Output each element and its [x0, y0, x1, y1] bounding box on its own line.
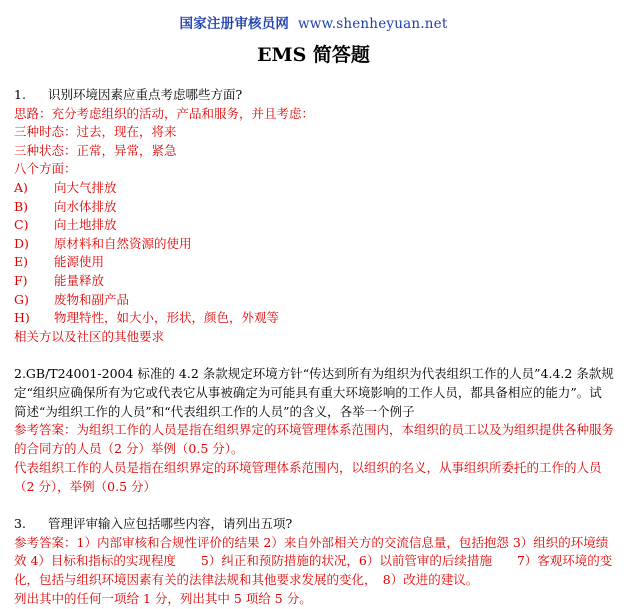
q1-closing: 相关方以及社区的其他要求	[14, 328, 165, 344]
aspect-text: 物理特性，如大小，形状，颜色，外观等	[54, 310, 280, 326]
aspect-letter: H)	[14, 310, 30, 326]
question-3-text: 管理评审输入应包括哪些内容，请列出五项?	[48, 516, 293, 532]
q3-scoring: 列出其中的任何一项给 1 分，列出其中 5 项给 5 分。	[14, 591, 312, 607]
aspect-text: 向水体排放	[54, 198, 117, 214]
q1-tenses: 三种时态：过去，现在，将来	[14, 124, 177, 140]
q2-answer-2: 代表组织工作的人员是指在组织界定的环境管理体系范围内，以组织的名义，从事组织所委托的工作的人员（2 分），举例（0.5 分）	[14, 459, 602, 494]
aspect-letter: G)	[14, 291, 29, 307]
aspect-item	[14, 198, 614, 217]
aspect-text: 能量释放	[54, 272, 105, 288]
document-title: EMS 简答题	[257, 44, 370, 66]
q3-answer: 参考答案：1）内部审核和合规性评价的结果 2）来自外部相关方的交流信息量，包括抱怨 3）组织的环境绩效 4）目标和指标的实现程度 5）纠正和预防措施的状况，6）以前管审的后续措施 7）客观环境的变化，包括与组织环境因素有关的法律法规和其他要求发展的变化， 8）改进的建议。	[14, 534, 613, 588]
q1-states: 三种状态：正常，异常，紧急	[14, 142, 177, 158]
aspect-letter: B)	[14, 198, 29, 214]
aspect-text: 原材料和自然资源的使用	[54, 235, 192, 251]
aspect-letter: E)	[14, 254, 29, 270]
aspect-text: 向土地排放	[54, 217, 117, 233]
spacer	[14, 346, 614, 365]
q1-aspects-title: 八个方面：	[14, 161, 77, 177]
aspect-item	[14, 253, 614, 272]
aspect-text: 能源使用	[54, 254, 105, 270]
aspect-text: 废物和副产品	[54, 291, 130, 307]
aspect-item	[14, 216, 614, 235]
aspect-letter: C)	[14, 217, 29, 233]
aspect-item	[14, 235, 614, 254]
site-name: 国家注册审核员网	[179, 16, 290, 32]
site-header	[0, 12, 627, 32]
question-1-text: 识别环境因素应重点考虑哪些方面?	[48, 87, 243, 102]
spacer	[14, 496, 614, 515]
aspect-item	[14, 272, 614, 291]
question-2-text: 2.GB/T24001-2004 标准的 4.2 条款规定环境方针“传达到所有为组织为代表组织工作的人员”4.4.2 条款规定“组织应确保所有为它或代表它从事被确定为可能具有重大环境影响的工作人员，都具备相应的能力”。试简述“为组织工作的人员”和“代表组织工作的人员”的含义，各举一个例子	[14, 365, 614, 419]
aspect-letter: D)	[14, 235, 29, 251]
aspect-item	[14, 179, 614, 198]
aspect-item	[14, 291, 614, 310]
q1-thinking: 思路：充分考虑组织的活动，产品和服务，并且考虑：	[14, 105, 315, 121]
question-1-number: 1.	[14, 87, 26, 102]
aspect-text: 向大气排放	[54, 179, 117, 195]
question-1	[14, 86, 614, 105]
question-3-number: 3.	[14, 516, 26, 532]
aspect-item	[14, 309, 614, 328]
question-3	[14, 515, 614, 534]
site-url[interactable]: www.shenheyuan.net	[298, 16, 448, 32]
document-body	[14, 86, 614, 609]
aspect-letter: F)	[14, 272, 28, 288]
aspect-letter: A)	[14, 179, 28, 195]
q2-answer-1: 参考答案：为组织工作的人员是指在组织界定的环境管理体系范围内，本组织的员工以及为组织提供各种服务的合同方的人员（2 分）举例（0.5 分）。	[14, 422, 615, 457]
